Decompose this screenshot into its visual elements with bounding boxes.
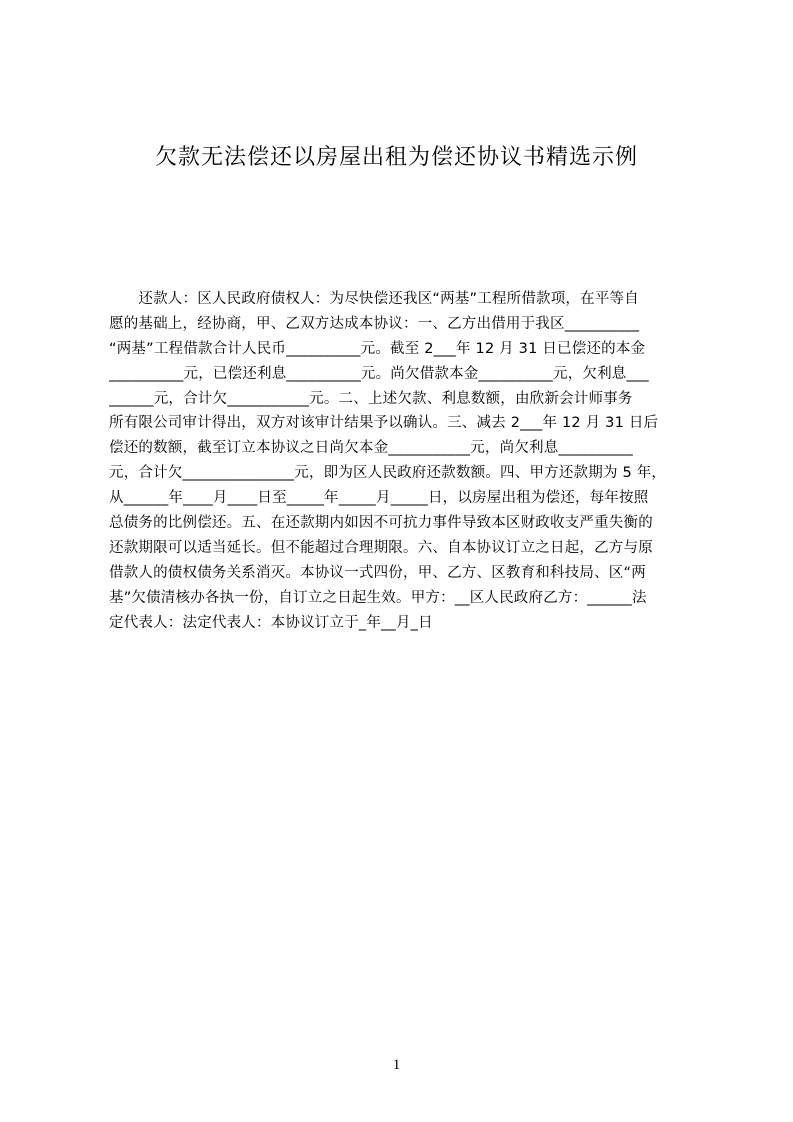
body-line-14: 定代表人：法定代表人：本协议订立于_年__月_日 <box>109 614 433 631</box>
body-line-7: 偿还的数额，截至订立本协议之日尚欠本金___________元，尚欠利息__________ <box>109 440 633 457</box>
body-line-2: 愿的基础上，经协商，甲、乙双方达成本协议：一、乙方出借用于我区__________ <box>109 315 640 332</box>
body-line-8: 元，合计欠_______________元，即为区人民政府还款数额。四、甲方还款期为 5 年， <box>109 465 667 482</box>
document-body <box>109 287 699 635</box>
document-title: 欠款无法偿还以房屋出租为偿还协议书精选示例 <box>154 145 638 170</box>
body-line-4: __________元，已偿还利息__________元。尚欠借款本金__________元，欠利息___ <box>109 365 649 382</box>
body-line-6: 所有限公司审计得出，双方对该审计结果予以确认。三、减去 2___年 12 月 31 日后 <box>109 415 659 432</box>
body-line-13: 基”欠债清核办各执一份，自订立之日起生效。甲方：__区人民政府乙方：______法 <box>109 589 647 606</box>
page-number: 1 <box>392 1057 401 1073</box>
body-line-9: 从______年____月____日至_____年_____月_____日，以房屋出租为偿还，每年按照 <box>109 490 649 507</box>
body-line-1: 还款人：区人民政府债权人：为尽快偿还我区“两基”工程所借款项，在平等自 <box>109 291 639 307</box>
body-line-3: “两基”工程借款合计人民币__________元。截至 2___年 12 月 31 日已偿还的本金 <box>109 340 646 357</box>
body-line-11: 还款期限可以适当延长。但不能超过合理期限。六、自本协议订立之日起，乙方与原 <box>109 539 653 556</box>
body-line-10: 总债务的比例偿还。五、在还款期内如因不可抗力事件导致本区财政收支严重失衡的 <box>109 515 653 532</box>
body-line-12: 借款人的债权债务关系消灭。本协议一式四份，甲、乙方、区教育和科技局、区“两 <box>109 564 646 581</box>
body-line-5: ______元，合计欠___________元。二、上述欠款、利息数额，由欣新会计师事务 <box>109 390 633 407</box>
